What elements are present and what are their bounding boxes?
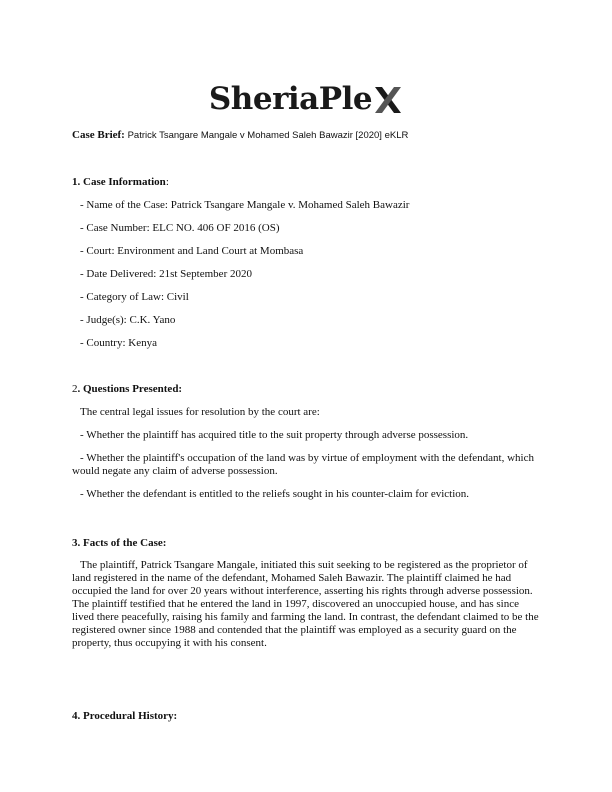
section-heading-case-information: 1. Case Information: <box>72 176 169 188</box>
case-info-item: - Category of Law: Civil <box>80 291 189 303</box>
case-brief-line <box>72 129 408 142</box>
case-brief-title: Patrick Tsangare Mangale v Mohamed Saleh Bawazir [2020] eKLR <box>127 130 409 141</box>
case-info-item: - Case Number: ELC NO. 406 OF 2016 (OS) <box>80 222 280 234</box>
case-info-item: - Name of the Case: Patrick Tsangare Mangale v. Mohamed Saleh Bawazir <box>80 199 410 211</box>
question-item: - Whether the plaintiff's occupation of the land was by virtue of employment with the defendant, which would negate any claim of adverse possession. <box>72 452 534 477</box>
x-mark-icon <box>373 85 403 115</box>
question-item: - Whether the plaintiff has acquired title to the suit property through adverse possession. <box>80 429 469 441</box>
case-info-item: - Date Delivered: 21st September 2020 <box>80 268 252 280</box>
questions-intro: The central legal issues for resolution by the court are: <box>80 406 320 418</box>
case-info-item: - Court: Environment and Land Court at Mombasa <box>80 245 304 257</box>
facts-paragraph: The plaintiff, Patrick Tsangare Mangale, initiated this suit seeking to be registered as the proprietor of land registered in the name of the defendant, Mohamed Saleh Bawazir. The plaintiff claimed he had occupied the land for over 20 years without interference, asserting his rights through adverse possession. The plaintiff testified that he entered the land in 1997, discovered an unoccupied house, and has since lived there peacefully, raising his family and farming the land. In contrast, the defendant claimed to be the registered owner since 1988 and contended that the plaintiff was employed as a security guard on the property, thus occupying it with his consent. <box>72 559 539 649</box>
logo-text: SheriaPle <box>208 81 373 117</box>
section-heading-procedural-history: 4. Procedural History: <box>72 710 178 722</box>
question-item: - Whether the defendant is entitled to the reliefs sought in his counter-claim for eviction. <box>80 488 470 500</box>
case-info-item: - Judge(s): C.K. Yano <box>80 314 176 326</box>
sheriaplex-logo <box>0 82 612 116</box>
section-heading-facts: 3. Facts of the Case: <box>72 537 167 549</box>
case-brief-label: Case Brief: <box>72 129 125 141</box>
case-info-item: - Country: Kenya <box>80 337 157 349</box>
section-heading-questions-presented: 2. Questions Presented: <box>72 383 183 395</box>
